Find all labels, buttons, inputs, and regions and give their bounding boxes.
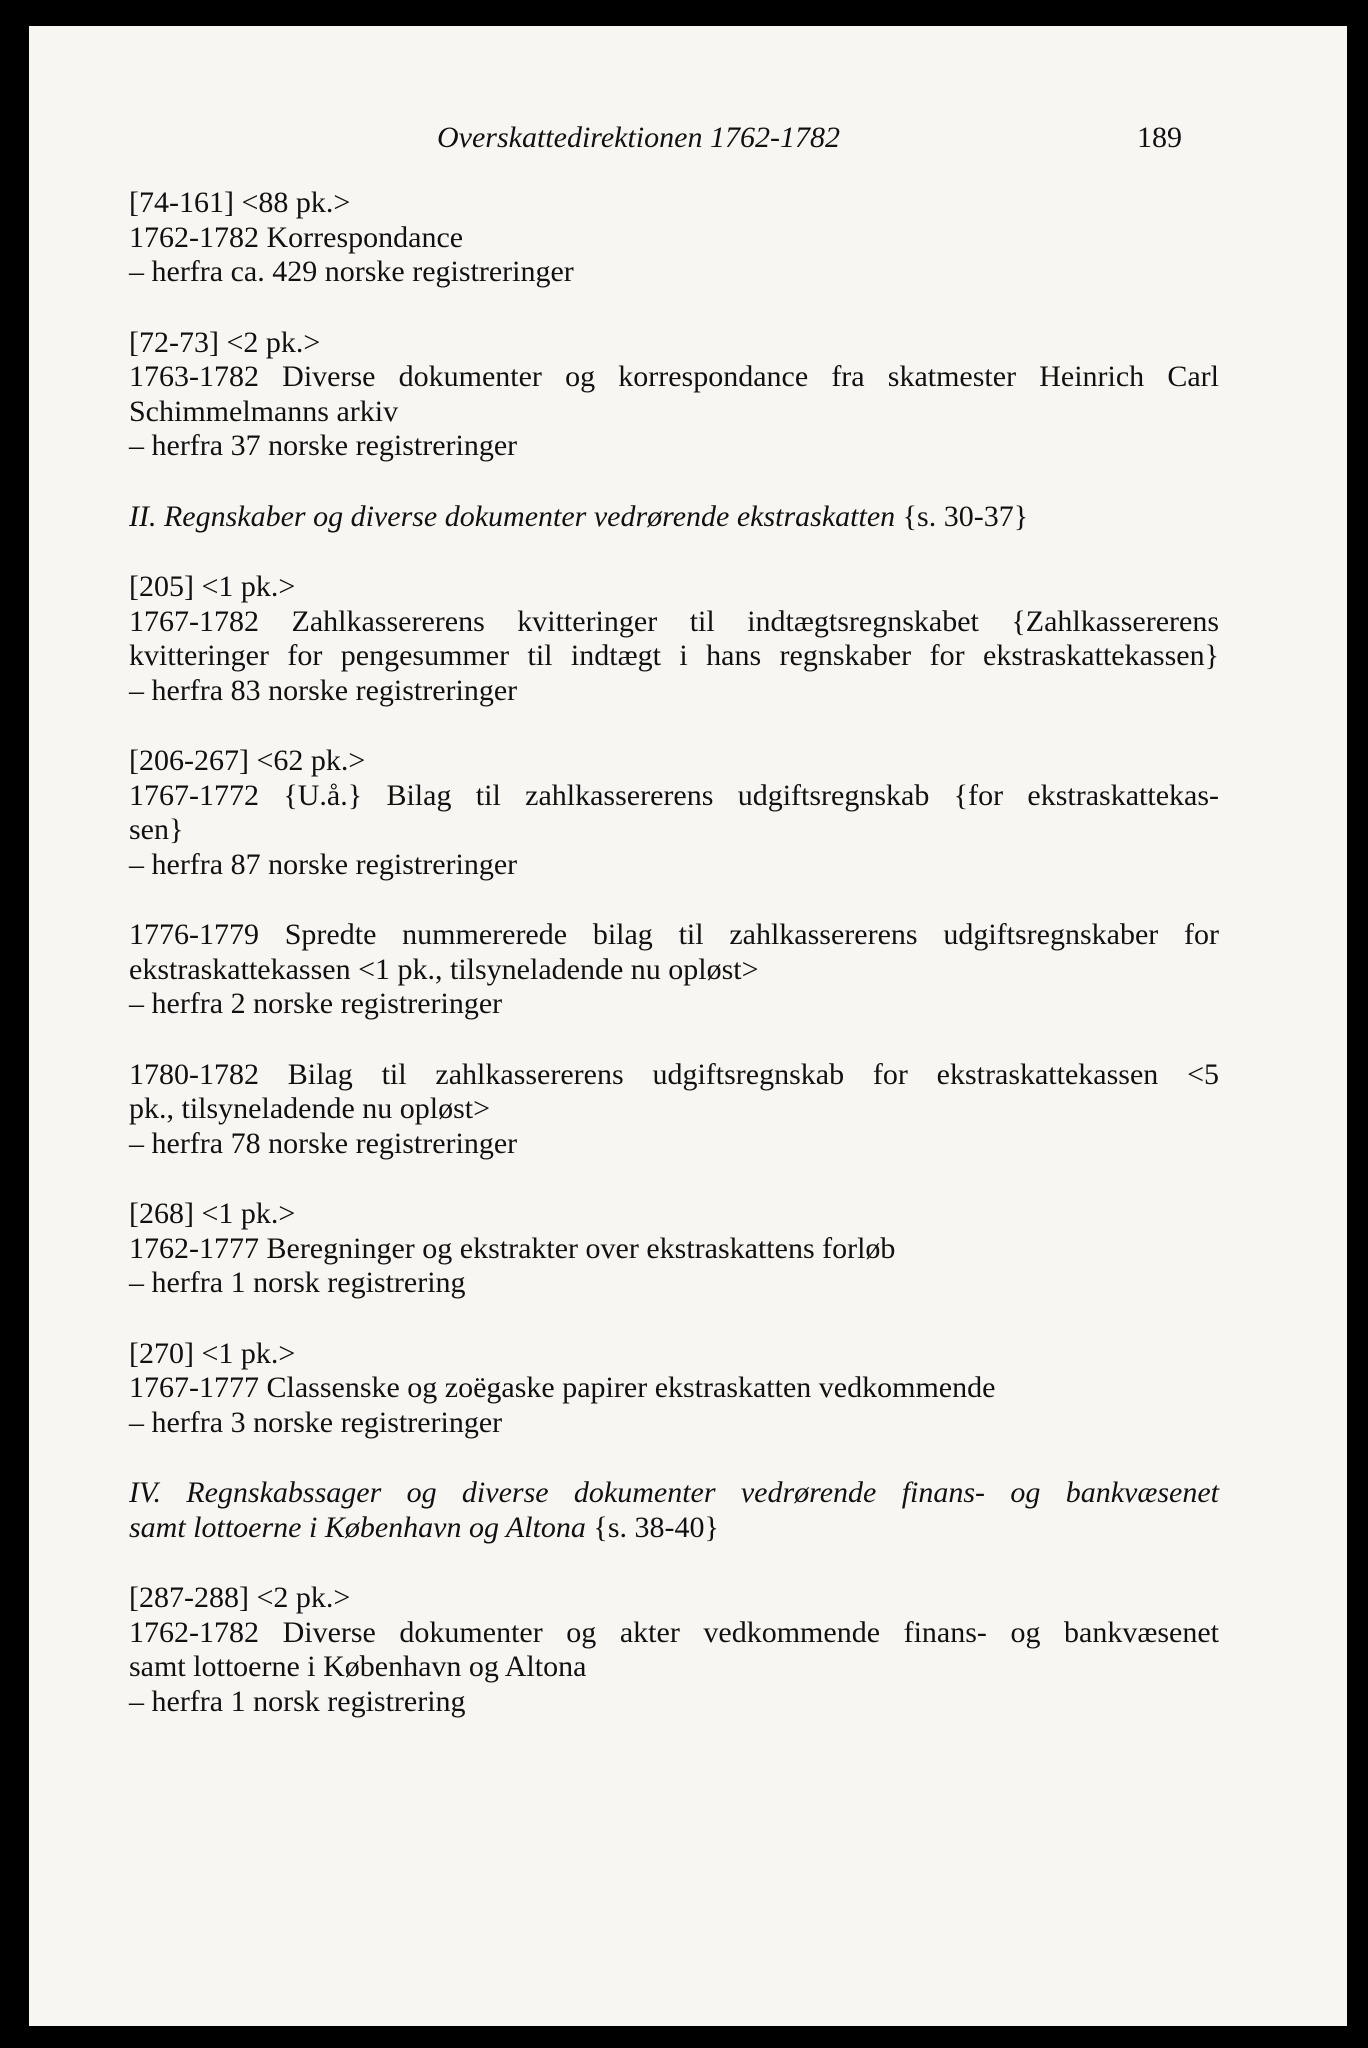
entry-description: samt lottoerne i København og Altona bbox=[129, 1650, 587, 1683]
archive-entry bbox=[129, 1058, 1219, 1162]
entry-registrations: – herfra 1 norsk registrering bbox=[129, 1266, 466, 1299]
entry-reference: [270] <1 pk.> bbox=[129, 1336, 296, 1370]
entry-registrations: – herfra 3 norske registreringer bbox=[129, 1405, 503, 1439]
entry-description: sen} bbox=[129, 813, 184, 846]
archive-entry bbox=[129, 186, 1219, 290]
entry-description: 1763-1782 Diverse dokumenter og korrespondance fra skatmester Heinrich Carl bbox=[129, 360, 1219, 393]
entry-registrations: – herfra ca. 429 norske registreringer bbox=[129, 255, 574, 288]
section-heading-title: IV. Regnskabssager og diverse dokumenter vedrørende finans- og bankvæsenet bbox=[129, 1476, 1219, 1509]
entry-description: pk., tilsyneladende nu opløst> bbox=[129, 1092, 491, 1125]
entry-registrations: – herfra 37 norske registreringer bbox=[129, 429, 518, 462]
section-heading-title-cont: samt lottoerne i København og Altona bbox=[129, 1510, 586, 1544]
page-number: 189 bbox=[1137, 121, 1182, 154]
entry-reference: [72-73] <2 pk.> bbox=[129, 325, 321, 359]
entry-reference: [74-161] <88 pk.> bbox=[129, 186, 351, 219]
entry-registrations: – herfra 2 norske registreringer bbox=[129, 987, 503, 1020]
entry-registrations: – herfra 83 norske registreringer bbox=[129, 673, 518, 707]
entry-reference: [205] <1 pk.> bbox=[129, 570, 296, 603]
entry-description: Schimmelmanns arkiv bbox=[129, 394, 399, 428]
archive-entry bbox=[129, 744, 1219, 882]
entry-registrations: – herfra 1 norsk registrering bbox=[129, 1684, 466, 1718]
entry-description: ekstraskattekassen <1 pk., tilsyneladende nu opløst> bbox=[129, 952, 759, 986]
entry-description: 1767-1777 Classenske og zoëgaske papirer ekstraskatten vedkommende bbox=[129, 1371, 996, 1404]
section-heading bbox=[129, 1476, 1219, 1545]
entry-registrations: – herfra 78 norske registreringer bbox=[129, 1126, 518, 1160]
entry-reference: [287-288] <2 pk.> bbox=[129, 1581, 351, 1614]
archive-entry bbox=[129, 1581, 1219, 1719]
entry-registrations: – herfra 87 norske registreringer bbox=[129, 847, 518, 881]
entry-description: 1767-1772 {U.å.} Bilag til zahlkassererens udgiftsregnskab {for ekstraskattekas- bbox=[129, 778, 1219, 812]
page-header bbox=[29, 118, 1347, 158]
entry-description: kvitteringer for pengesummer til indtægt i hans regnskaber for ekstraskattekassen} bbox=[129, 639, 1219, 672]
entry-description: 1762-1782 Diverse dokumenter og akter vedkommende finans- og bankvæsenet bbox=[129, 1615, 1219, 1649]
entry-reference: [206-267] <62 pk.> bbox=[129, 744, 366, 777]
archive-entry bbox=[129, 1197, 1219, 1301]
archive-entry bbox=[129, 1337, 1219, 1441]
document-page bbox=[29, 26, 1347, 2026]
entry-reference: [268] <1 pk.> bbox=[129, 1197, 296, 1230]
entry-description: 1762-1777 Beregninger og ekstrakter over ekstraskattens forløb bbox=[129, 1231, 896, 1265]
section-page-ref: {s. 38-40} bbox=[585, 1510, 719, 1544]
section-heading-title: II. Regnskaber og diverse dokumenter vedrørende ekstraskatten bbox=[129, 499, 896, 533]
entry-description: 1767-1782 Zahlkassererens kvitteringer til indtægtsregnskabet {Zahlkassererens bbox=[129, 604, 1219, 638]
page-content bbox=[129, 186, 1219, 1755]
running-title: Overskattedirektionen 1762-1782 bbox=[437, 121, 840, 154]
entry-description: 1780-1782 Bilag til zahlkassererens udgiftsregnskab for ekstraskattekassen <5 bbox=[129, 1057, 1219, 1091]
section-heading bbox=[129, 500, 1219, 535]
entry-description: 1776-1779 Spredte nummererede bilag til zahlkassererens udgiftsregnskaber for bbox=[129, 918, 1219, 951]
archive-entry bbox=[129, 570, 1219, 708]
section-page-ref: {s. 30-37} bbox=[895, 499, 1029, 533]
archive-entry bbox=[129, 326, 1219, 464]
archive-entry bbox=[129, 918, 1219, 1022]
entry-description: 1762-1782 Korrespondance bbox=[129, 220, 464, 254]
